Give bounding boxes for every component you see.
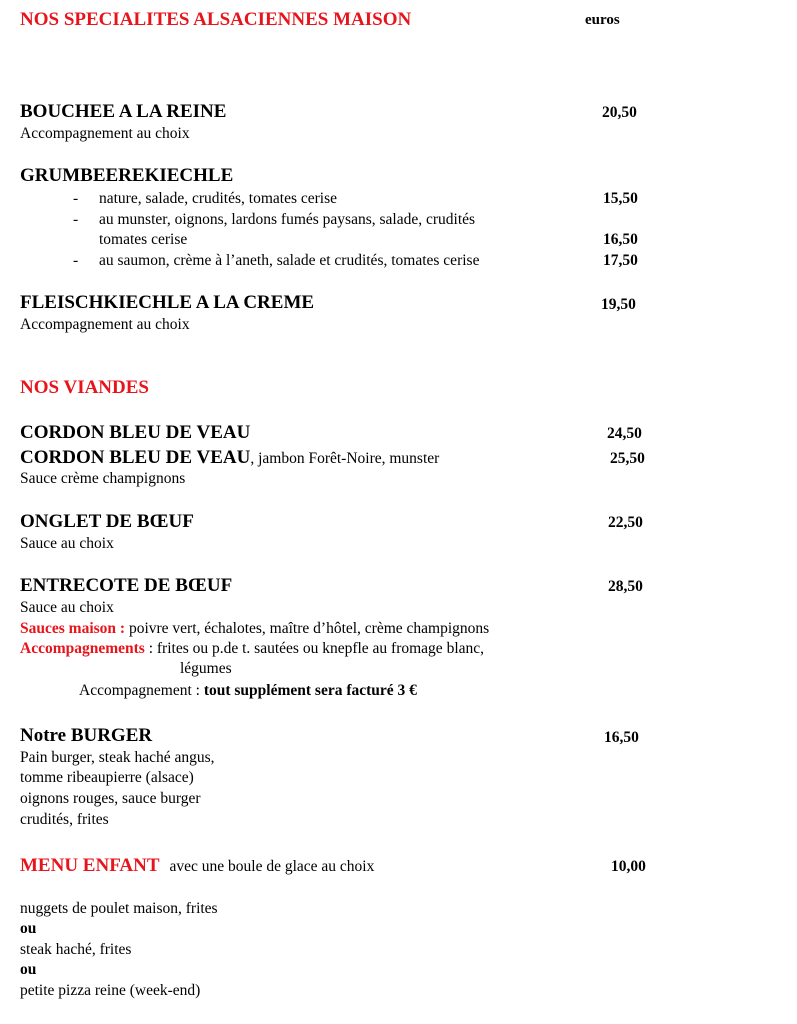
dish-name-onglet: ONGLET DE BŒUF [20,511,194,532]
sauces-line [20,620,489,638]
price-entrecote: 28,50 [608,578,643,595]
accomp-line [20,640,484,658]
enfant-option-2: steak haché, frites [20,941,132,958]
enfant-or-1: ou [20,920,37,937]
dish-name-cordon-1: CORDON BLEU DE VEAU [20,422,251,443]
grumbeer-item-1: nature, salade, crudités, tomates cerise [99,190,337,207]
accomp-text: : frites ou p.de t. sautées ou knepfle au fromage blanc, [144,640,485,657]
price-bouchee: 20,50 [602,104,637,121]
sauces-label: Sauces maison : [20,620,126,637]
price-grumbeer-1: 15,50 [603,190,638,207]
price-burger: 16,50 [604,729,639,746]
enfant-or-2: ou [20,961,37,978]
grumbeer-item-2: au munster, oignons, lardons fumés paysans, salade, crudités [99,211,476,228]
dish-extra-cordon-2: , jambon Forêt-Noire, munster [250,450,440,467]
supplement-label: Accompagnement : [79,682,204,699]
accomp-label: Accompagnements [20,640,145,657]
page-title: NOS SPECIALITES ALSACIENNES MAISON [20,9,412,30]
burger-line-1: Pain burger, steak haché angus, [20,749,215,766]
price-enfant: 10,00 [611,858,646,875]
price-cordon-2: 25,50 [610,450,645,467]
bullet-dash: - [73,211,79,228]
price-onglet: 22,50 [608,514,643,531]
bullet-dash: - [73,190,79,207]
sauces-text: poivre vert, échalotes, maître d’hôtel, crème champignons [125,620,490,637]
bullet-dash: - [73,252,79,269]
dish-name-grumbeer: GRUMBEEREKIECHLE [20,165,234,186]
burger-line-4: crudités, frites [20,811,109,828]
enfant-subtitle: avec une boule de glace au choix [169,858,375,875]
supplement-line [79,682,417,700]
burger-line-3: oignons rouges, sauce burger [20,790,201,807]
dish-name-bouchee: BOUCHEE A LA REINE [20,101,227,122]
grumbeer-item-2-cont: tomates cerise [99,231,188,248]
desc-onglet: Sauce au choix [20,535,114,552]
enfant-option-1: nuggets de poulet maison, frites [20,900,218,917]
desc-cordon-2: Sauce crème champignons [20,470,186,487]
desc-bouchee: Accompagnement au choix [20,125,190,142]
section-title-enfant: MENU ENFANT [20,855,160,876]
dish-name-entrecote: ENTRECOTE DE BŒUF [20,575,233,596]
price-fleisch: 19,50 [601,296,636,313]
burger-line-2: tomme ribeaupierre (alsace) [20,769,194,786]
price-cordon-1: 24,50 [607,425,642,442]
grumbeer-item-3: au saumon, crème à l’aneth, salade et crudités, tomates cerise [99,252,480,269]
section-title-viandes: NOS VIANDES [20,377,149,398]
currency-label: euros [585,12,620,28]
menu-enfant-header [20,855,374,877]
dish-name-cordon-2: CORDON BLEU DE VEAU [20,447,251,468]
dish-name-burger: Notre BURGER [20,725,153,746]
supplement-text: tout supplément sera facturé 3 € [203,682,417,699]
dish-name-fleisch: FLEISCHKIECHLE A LA CREME [20,292,315,313]
dish-line-cordon-2 [20,447,439,469]
price-grumbeer-3: 17,50 [603,252,638,269]
accomp-line-2: légumes [180,660,232,677]
desc-entrecote: Sauce au choix [20,599,114,616]
desc-fleisch: Accompagnement au choix [20,316,190,333]
price-grumbeer-2: 16,50 [603,231,638,248]
enfant-option-3: petite pizza reine (week-end) [20,982,201,999]
